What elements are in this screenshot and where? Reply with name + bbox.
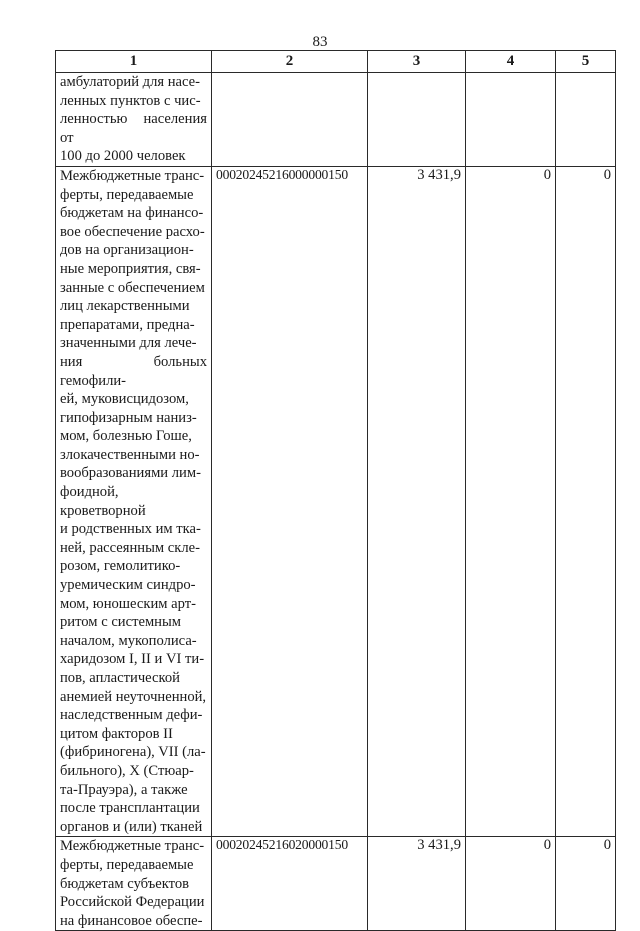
column-header-4: 4: [466, 51, 556, 73]
table-row: [56, 73, 616, 167]
column-header-5: 5: [556, 51, 616, 73]
row-code: 00020245216020000150: [212, 837, 368, 931]
column-header-3: 3: [368, 51, 466, 73]
row-col4: 0: [466, 837, 556, 931]
row-col4: [466, 73, 556, 167]
table-header-row: [56, 51, 616, 73]
row-description: Межбюджетные транс- ферты, передаваемые бюджетам субъектов Российской Федерации на финансовое обеспе-: [56, 837, 212, 931]
page-number: 83: [312, 34, 328, 50]
row-col4: 0: [466, 166, 556, 836]
row-description: амбулаторий для насе- ленных пунктов с чис- ленностью населения от 100 до 2000 человек: [56, 73, 212, 167]
row-col5: 0: [556, 837, 616, 931]
table-row: [56, 837, 616, 931]
row-col5: [556, 73, 616, 167]
row-col5: 0: [556, 166, 616, 836]
budget-table: [55, 50, 616, 931]
row-amount: [368, 73, 466, 167]
row-description: Межбюджетные транс- ферты, передаваемые бюджетам на финансо- вое обеспечение расхо- дов на организацион- ные мероприятия, свя- занные с обеспечением лиц лекарственными препаратами, предна- значенными для лече- ния больных гемофили- ей, муковисцидозом, гипофизарным наниз- мом, болезнью Гоше, злокачественными но- вообразованиями лим- фоидной, кроветворной и родственных им тка- ней, рассеянным скле- розом, гемолитико- уремическим синдро- мом, юношеским арт- ритом с системным началом, мукополиса- харидозом I, II и VI ти- пов, апластической анемией неуточненной, наследственным дефи- цитом факторов II (фибриногена), VII (ла- бильного), X (Стюар- та-Прауэра), а также после трансплантации органов и (или) тканей: [56, 166, 212, 836]
row-code: 00020245216000000150: [212, 166, 368, 836]
row-code: [212, 73, 368, 167]
row-amount: 3 431,9: [368, 837, 466, 931]
column-header-1: 1: [56, 51, 212, 73]
row-amount: 3 431,9: [368, 166, 466, 836]
column-header-2: 2: [212, 51, 368, 73]
table-row: [56, 166, 616, 836]
